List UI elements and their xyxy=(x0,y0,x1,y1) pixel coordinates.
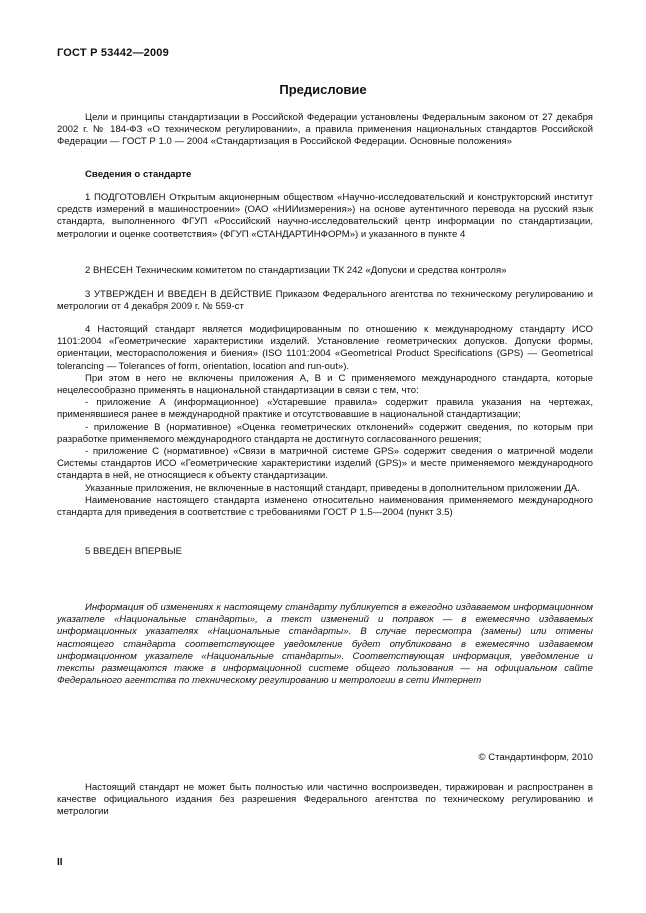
item-5: 5 ВВЕДЕН ВПЕРВЫЕ xyxy=(85,546,183,557)
item-4-appendix-b: - приложение В (нормативное) «Оценка геометрических отклонений» содержит сведения, по которым при разработке применяемого международного стандарта не достигнуто согласованного решения; xyxy=(57,421,593,445)
document-header: ГОСТ Р 53442—2009 xyxy=(57,47,169,59)
section-title: Сведения о стандарте xyxy=(85,169,192,180)
notice-text: Информация об изменениях к настоящему стандарту публикуется в ежегодно издаваемом информационном указателе «Национальные стандарты», а текст изменений и поправок — в ежемесячно издаваемых информационных указателях «Национальные стандарты». В случае пересмотра (замены) или отмены настоящего стандарта соответствующее уведомление будет опубликовано в ежемесячно издаваемом информационном указателе «Национальные стандарты». Соответствующая информация, уведомление и тексты размещаются также в информационной системе общего пользования — на официальном сайте Федерального агентства по техническому регулированию и метрологии в сети Интернет xyxy=(57,602,593,687)
item-3: 3 УТВЕРЖДЕН И ВВЕДЕН В ДЕЙСТВИЕ Приказом Федерального агентства по техническому регулированию и метрологии от 4 декабря 2009 г. № 559-ст xyxy=(57,289,593,313)
item-1-block xyxy=(57,192,593,241)
item-4-appendix-c: - приложение С (нормативное) «Связи в матричной системе GPS» содержит сведения о матричной модели Системы стандартов ИСО «Геометрические характеристики изделий (GPS)» и месте применяемого международного стандарта в ней, не относящиеся к объекту стандартизации. xyxy=(57,446,593,482)
item-4-name-change: Наименование настоящего стандарта изменено относительно наименования применяемого международного стандарта для приведения в соответствие с требованиями ГОСТ Р 1.5—2004 (пункт 3.5) xyxy=(57,494,593,519)
item-2-block xyxy=(57,265,593,277)
reproduction-text: Настоящий стандарт не может быть полностью или частично воспроизведен, тиражирован и распространен в качестве официального издания без разрешения Федерального агентства по техническому регулированию и метрологии xyxy=(57,782,593,818)
item-4: 4 Настоящий стандарт является модифицированным по отношению к международному стандарту ИСО 1101:2004 «Геометрические характеристики изделий. Установление геометрических допусков. Допуски формы, ориентации, месторасположения и биения» (ISO 1101:2004 «Geometrical Product Specifications (GPS) — Geometrical tolerancing — Tolerances of form, orientation, location and run-out»). xyxy=(57,324,593,372)
section-heading-block xyxy=(57,169,593,181)
page-title: Предисловие xyxy=(279,82,367,97)
reproduction-block xyxy=(57,782,593,819)
notice-block xyxy=(57,602,593,687)
intro-block xyxy=(57,112,593,149)
item-2: 2 ВНЕСЕН Техническим комитетом по стандартизации ТК 242 «Допуски и средства контроля» xyxy=(85,265,507,276)
item-4-appendix-da: Указанные приложения, не включенные в настоящий стандарт, приведены в дополнительном приложении ДА. xyxy=(85,482,580,494)
intro-paragraph: Цели и принципы стандартизации в Российской Федерации установлены Федеральным законом от 27 декабря 2002 г. № 184-ФЗ «О техническом регулировании», а правила применения национальных стандартов Российской Федерации — ГОСТ Р 1.0 — 2004 «Стандартизация в Российской Федерации. Основные положения» xyxy=(57,112,593,148)
item-5-block xyxy=(57,546,593,558)
item-4-appendix-a: - приложение А (информационное) «Устаревшие правила» содержит правила указания на чертежах, применявшиеся ранее в международной практике и отсутствовавшие в национальной стандартизации; xyxy=(57,397,593,421)
item-4-block xyxy=(57,324,593,519)
page-number: II xyxy=(57,857,63,868)
item-3-block xyxy=(57,289,593,313)
item-4-excluded: При этом в него не включены приложения А, В и С применяемого международного стандарта, которые нецелесообразно применять в национальной стандартизации в связи с тем, что: xyxy=(57,372,593,397)
item-1: 1 ПОДГОТОВЛЕН Открытым акционерным обществом «Научно-исследовательский и конструкторский институт средств измерений в машиностроении» (ОАО «НИИизмерения») на основе аутентичного перевода на русский язык стандарта, выполненного ФГУП «Российский научно-исследовательский центр информации по стандартизации, метрологии и оценке соответствия» (ФГУП «СТАНДАРТИНФОРМ») и указанного в пункте 4 xyxy=(57,192,593,240)
copyright: © Стандартинформ, 2010 xyxy=(478,752,593,763)
